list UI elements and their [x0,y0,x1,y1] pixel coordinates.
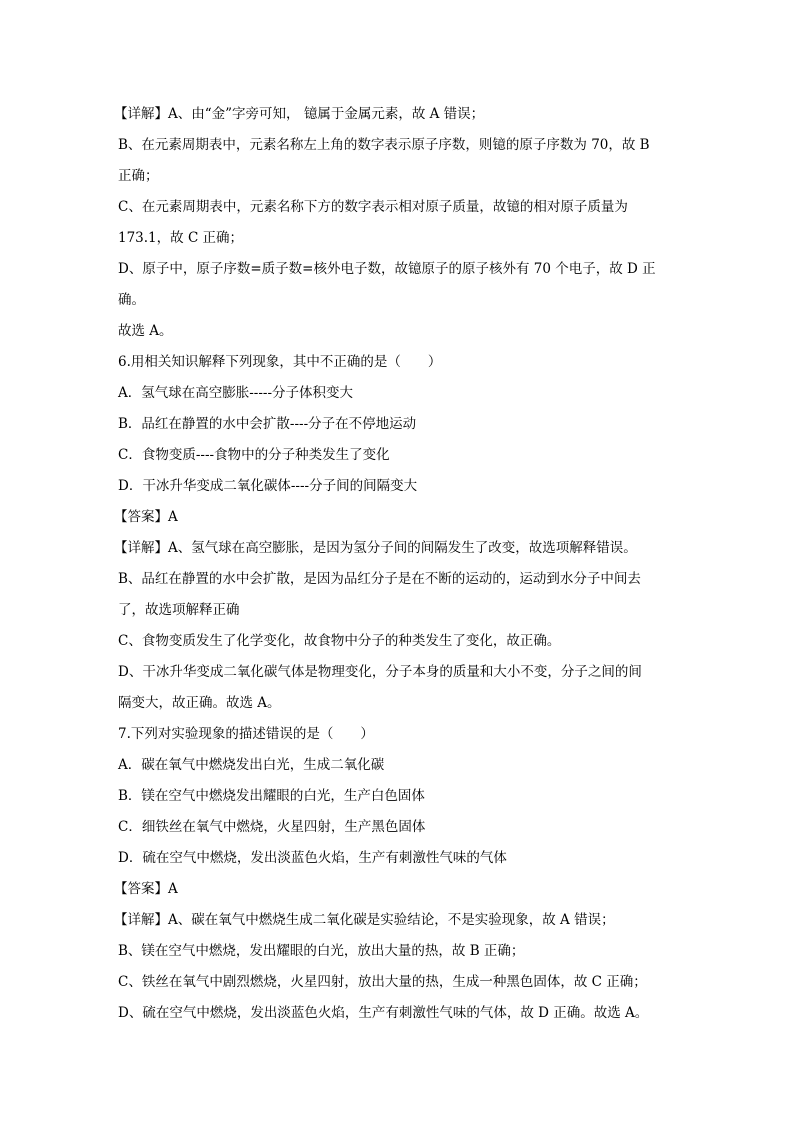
text-line: D、硫在空气中燃烧，发出淡蓝色火焰，生产有刺激性气味的气体，故 D 正确。故选 A。 [118,1005,649,1021]
option-c: C．食物变质----食物中的分子种类发生了变化 [118,447,390,463]
text-line: C、在元素周期表中，元素名称下方的数字表示相对原子质量，故镱的相对原子质量为 [118,199,628,215]
option-d: D．干冰升华变成二氧化碳体----分子间的间隔变大 [118,478,418,494]
text-line: D、干冰升华变成二氧化碳气体是物理变化，分子本身的质量和大小不变，分子之间的间 [118,664,642,680]
option-a: A．碳在氧气中燃烧发出白光，生成二氧化碳 [118,757,385,773]
text-line: B、品红在静置的水中会扩散，是因为品红分子是在不断的运动的，运动到水分子中间去 [118,571,641,587]
option-b: B．品红在静置的水中会扩散----分子在不停地运动 [118,416,417,432]
text-line: B、在元素周期表中，元素名称左上角的数字表示原子序数，则镱的原子序数为 70，故 B [118,137,650,153]
option-c: C．细铁丝在氧气中燃烧，火星四射，生产黑色固体 [118,819,426,835]
text-line: 【详解】A、碳在氧气中燃烧生成二氧化碳是实验结论，不是实验现象，故 A 错误； [114,912,615,928]
text-line: 173.1，故 C 正确； [118,230,244,246]
text-line: 隔变大，故正确。故选 A。 [118,695,281,711]
answer-line: 【答案】A [114,509,178,525]
question-stem: 7.下列对实验现象的描述错误的是（ ） [118,726,374,742]
text-line: 正确； [118,168,159,184]
text-line: 故选 A。 [118,323,173,339]
option-b: B．镁在空气中燃烧发出耀眼的白光，生产白色固体 [118,788,425,804]
text-line: C、食物变质发生了化学变化，故食物中分子的种类发生了变化，故正确。 [118,633,561,649]
text-line: 【详解】A、氢气球在高空膨胀，是因为氢分子间的间隔发生了改变，故选项解释错误。 [114,540,637,556]
answer-line: 【答案】A [114,881,178,897]
text-line: D、原子中，原子序数=质子数=核外电子数，故镱原子的原子核外有 70 个电子，故 D 正 [118,261,656,277]
option-a: A．氢气球在高空膨胀-----分子体积变大 [118,385,354,401]
question-stem: 6.用相关知识解释下列现象，其中不正确的是（ ） [118,354,442,370]
option-d: D．硫在空气中燃烧，发出淡蓝色火焰，生产有刺激性气味的气体 [118,850,507,866]
text-line: 确。 [118,292,145,308]
text-line: B、镁在空气中燃烧，发出耀眼的白光，放出大量的热，故 B 正确； [118,943,525,959]
text-line: C、铁丝在氧气中剧烈燃烧，火星四射，放出大量的热，生成一种黑色固体，故 C 正确； [118,974,647,990]
text-line: 了，故选项解释正确 [118,602,240,618]
text-line: 【详解】A、由“金”字旁可知， 镱属于金属元素，故 A 错误； [114,106,485,122]
